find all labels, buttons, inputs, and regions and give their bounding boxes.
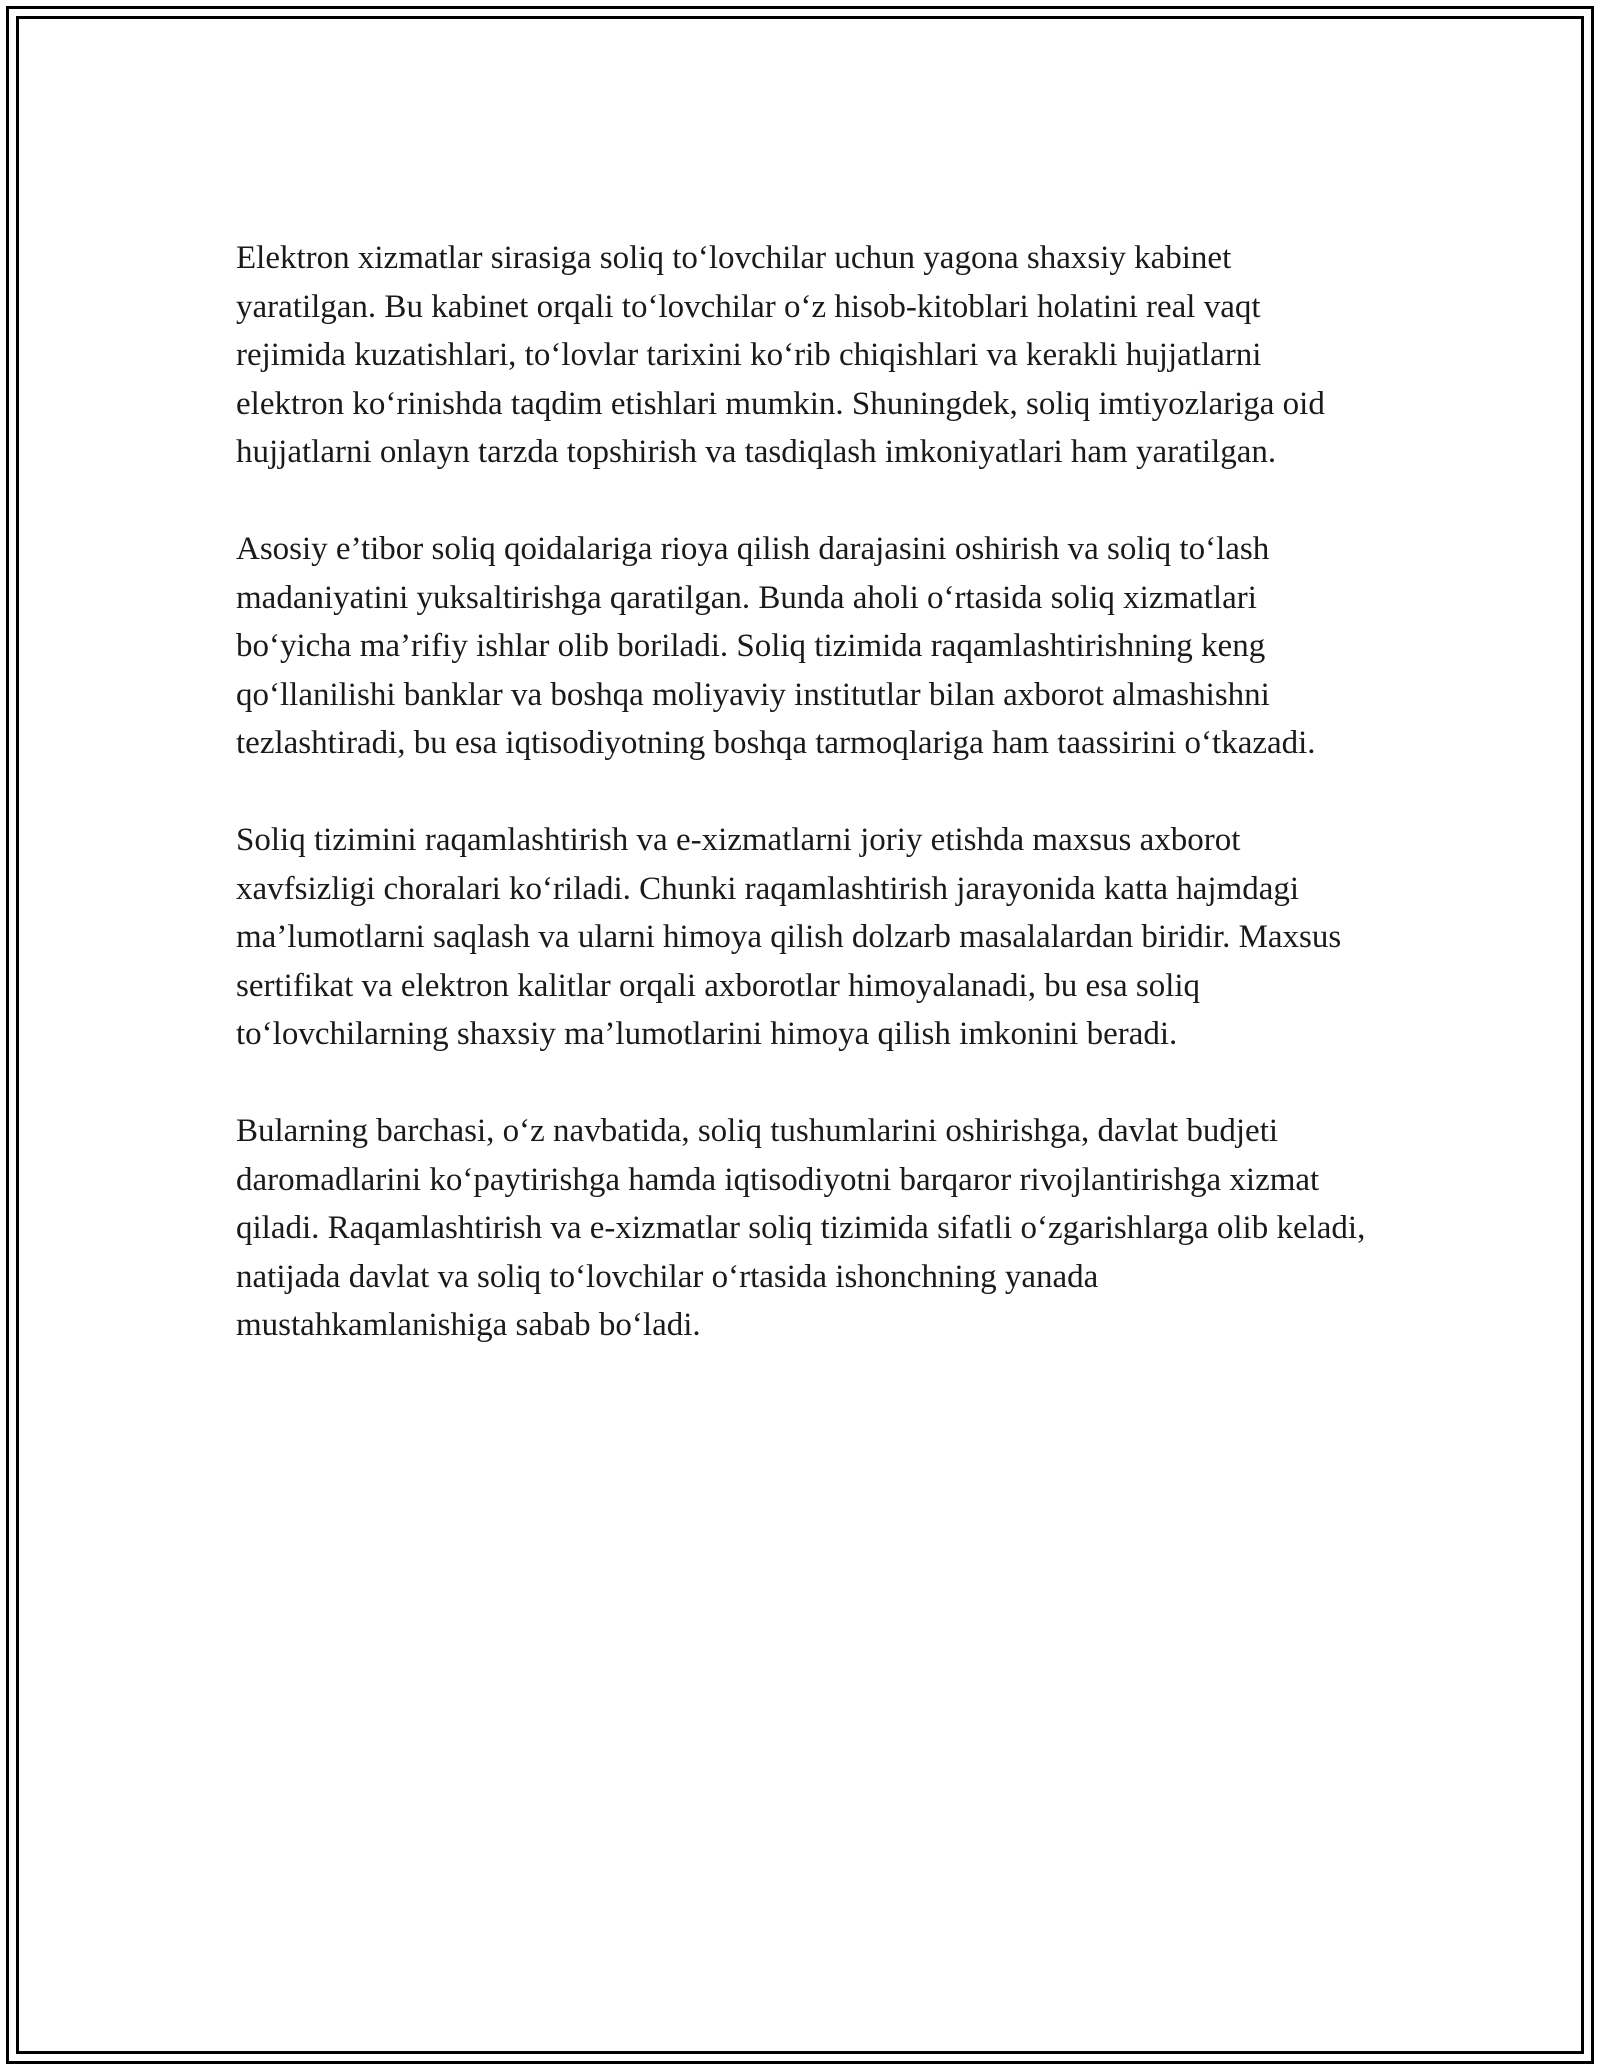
paragraph-4: Bularning barchasi, o‘z navbatida, soliq tushumlarini oshirishga, davlat budjeti daromadlarini ko‘paytirishga hamda iqtisodiyotni barqaror rivojlantirishga xizmat qiladi. Raqamlashtirish va e-xizmatlar soliq tizimida sifatli o‘zgarishlarga olib keladi, natijada davlat va soliq to‘lovchilar o‘rtasida ishonchning yanada mustahkamlanishiga sabab bo‘ladi.: [236, 1113, 1366, 1343]
paragraph-3: Soliq tizimini raqamlashtirish va e-xizmatlarni joriy etishda maxsus axborot xavfsizligi choralari ko‘riladi. Chunki raqamlashtirish jarayonida katta hajmdagi ma’lumotlarni saqlash va ularni himoya qilish dolzarb masalalardan biridir. Maxsus sertifikat va elektron kalitlar orqali axborotlar himoyalanadi, bu esa soliq to‘lovchilarning shaxsiy ma’lumotlarini himoya qilish imkonini beradi.: [236, 822, 1342, 1052]
paragraph-1: Elektron xizmatlar sirasiga soliq to‘lovchilar uchun yagona shaxsiy kabinet yaratilgan. Bu kabinet orqali to‘lovchilar o‘z hisob-kitoblari holatini real vaqt rejimida kuzatishlari, to‘lovlar tarixini ko‘rib chiqishlari va kerakli hujjatlarni elektron ko‘rinishda taqdim etishlari mumkin. Shuningdek, soliq imtiyozlariga oid hujjatlarni onlayn tarzda topshirish va tasdiqlash imkoniyatlari ham yaratilgan.: [236, 240, 1325, 470]
paragraph-2: Asosiy e’tibor soliq qoidalariga rioya qilish darajasini oshirish va soliq to‘lash madaniyatini yuksaltirishga qaratilgan. Bunda aholi o‘rtasida soliq xizmatlari bo‘yicha ma’rifiy ishlar olib boriladi. Soliq tizimida raqamlashtirishning keng qo‘llanilishi banklar va boshqa moliyaviy institutlar bilan axborot almashishni tezlashtiradi, bu esa iqtisodiyotning boshqa tarmoqlariga ham taassirini o‘tkazadi.: [236, 531, 1316, 761]
document-body: [236, 234, 1366, 1350]
